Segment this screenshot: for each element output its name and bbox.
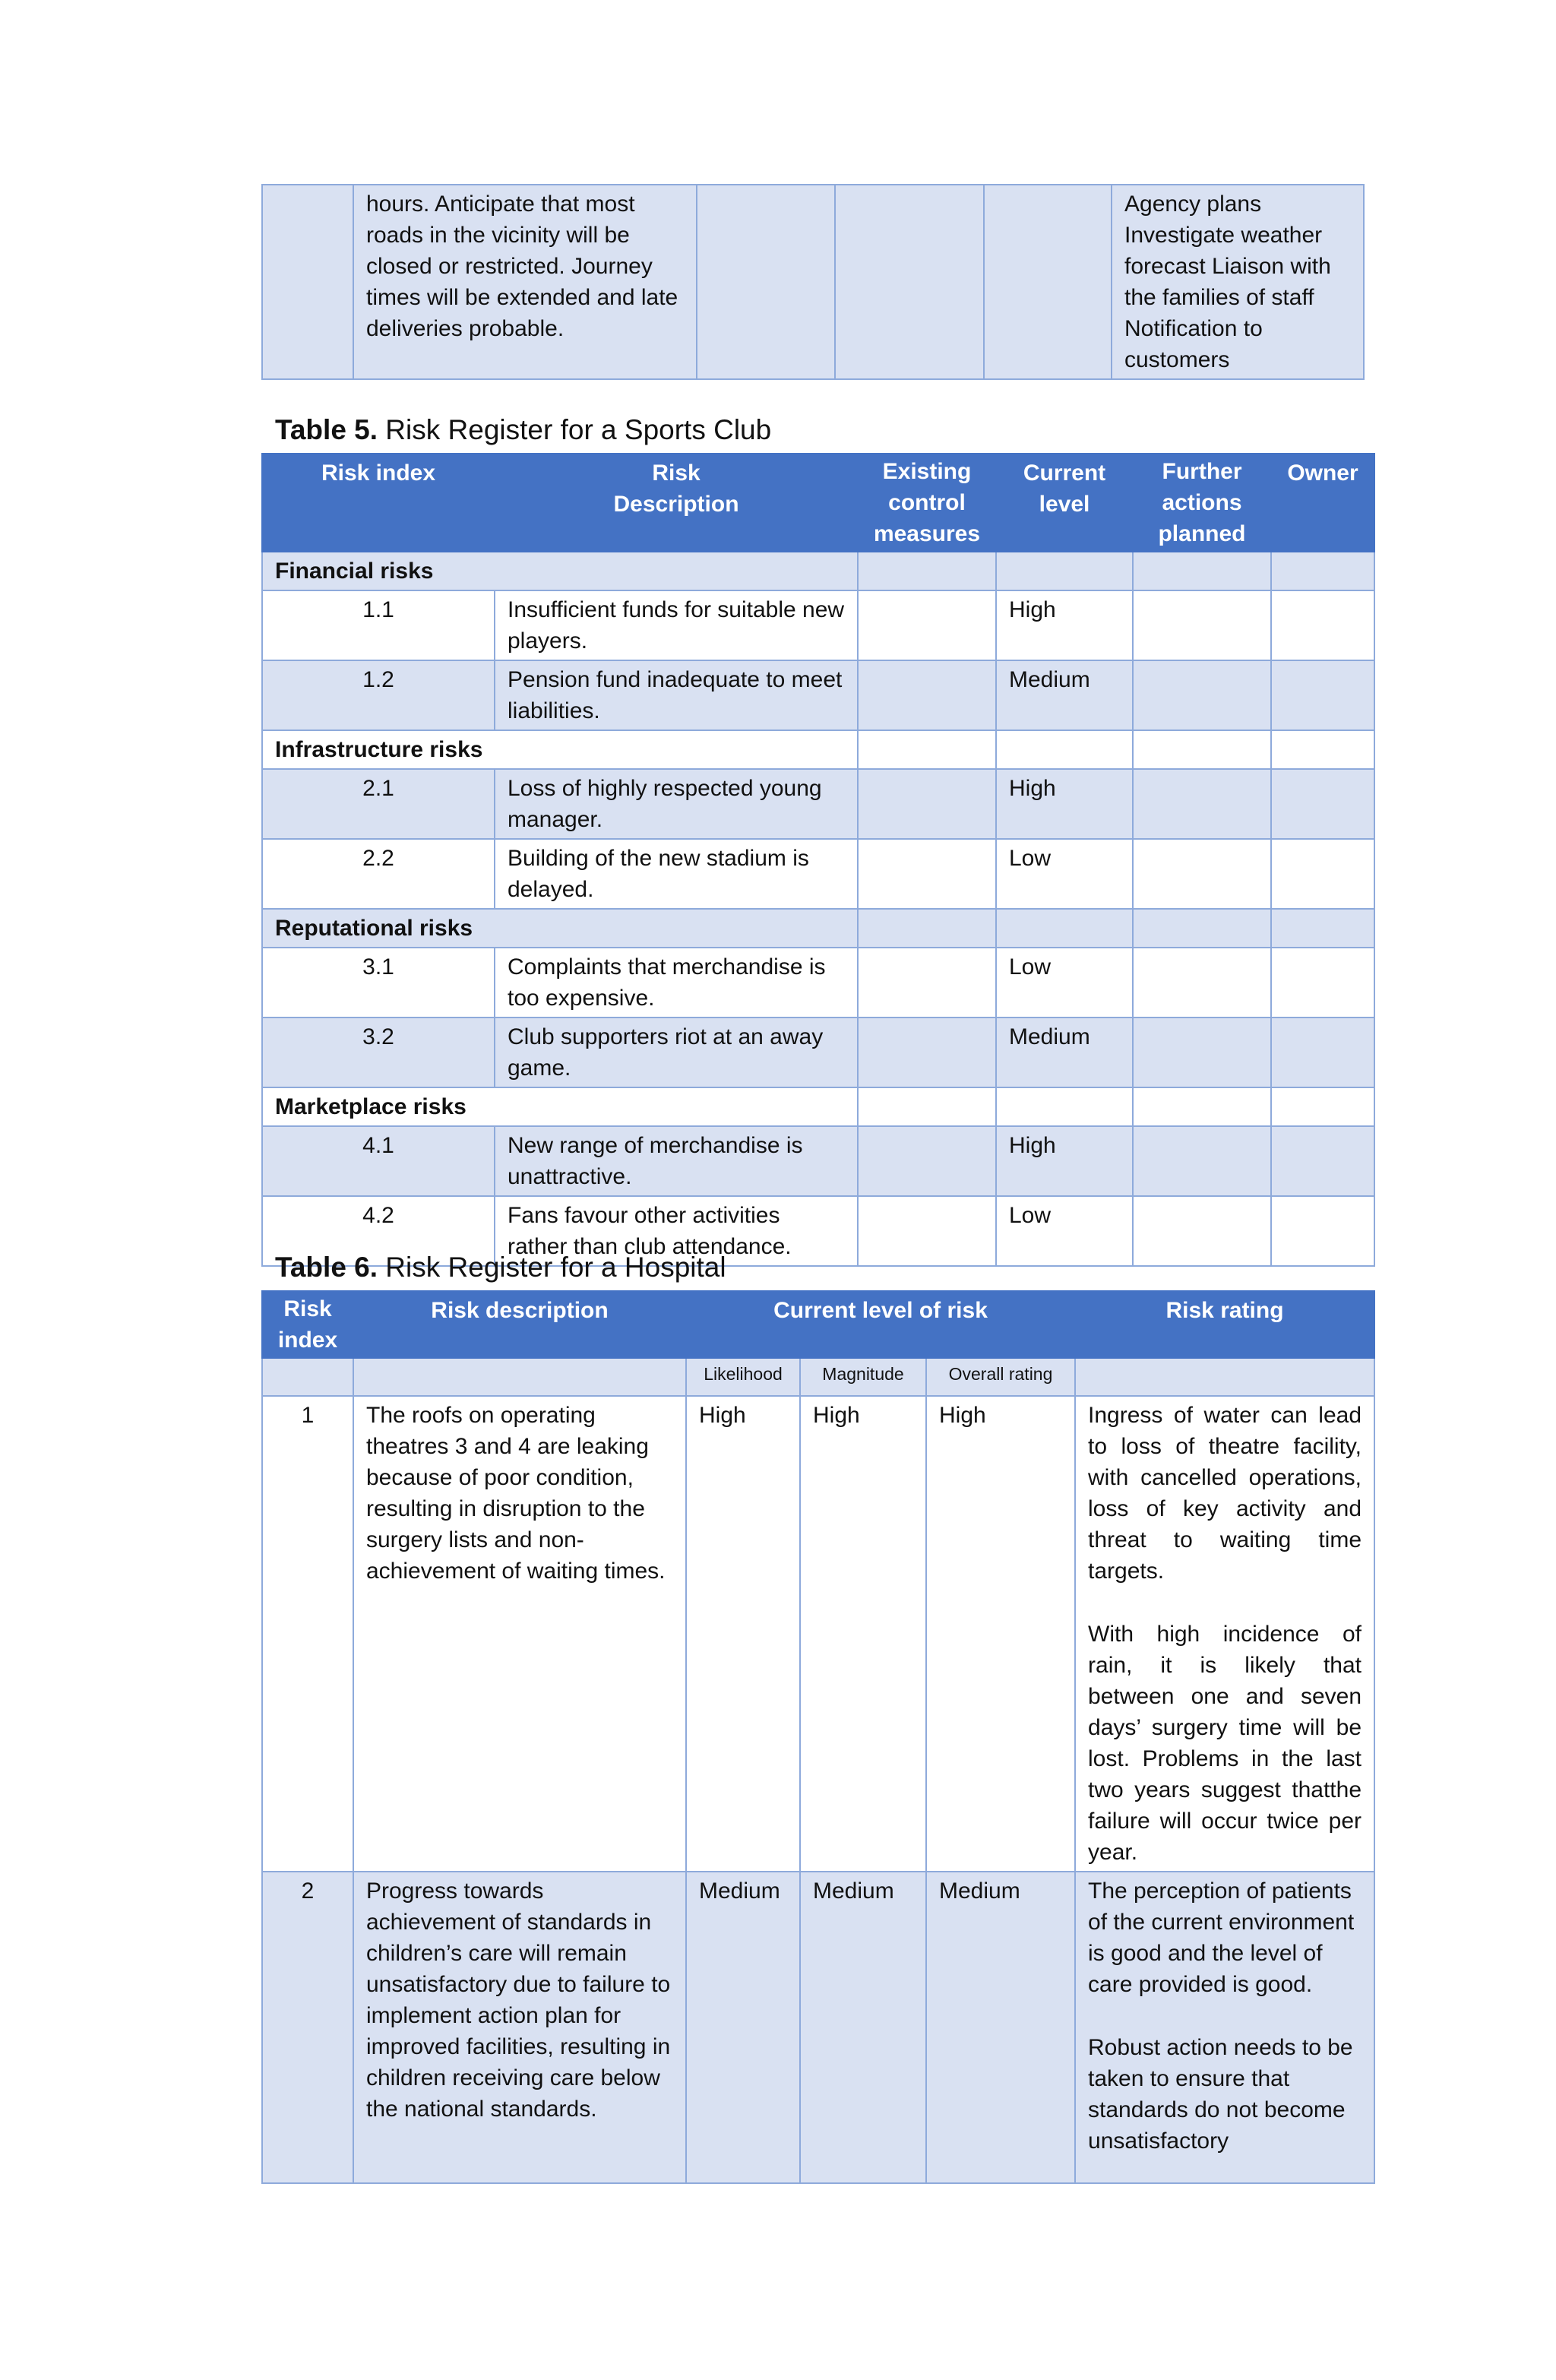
t5-owner bbox=[1271, 590, 1374, 660]
t6-header-risk-rating: Risk rating bbox=[1075, 1291, 1374, 1358]
t5-owner bbox=[1271, 1196, 1374, 1266]
t5-risk-index: 1.1 bbox=[262, 590, 495, 660]
table-row bbox=[262, 660, 1374, 730]
t5-empty-cell bbox=[1271, 552, 1374, 590]
continuation-cell-4 bbox=[835, 185, 984, 379]
t5-risk-description: Loss of highly respected young manager. bbox=[495, 769, 858, 839]
t5-existing-controls bbox=[858, 769, 996, 839]
table-row bbox=[262, 1872, 1374, 2183]
t5-current-level: Medium bbox=[996, 660, 1133, 730]
t5-group-marketplace: Marketplace risks bbox=[262, 1087, 858, 1126]
t5-current-level: Low bbox=[996, 1196, 1133, 1266]
table5-caption-text: Risk Register for a Sports Club bbox=[378, 414, 772, 445]
t5-existing-controls bbox=[858, 839, 996, 909]
t5-empty-cell bbox=[1133, 552, 1271, 590]
t5-risk-description: New range of merchandise is unattractive. bbox=[495, 1126, 858, 1196]
t5-current-level: Medium bbox=[996, 1018, 1133, 1087]
t5-group-reputational: Reputational risks bbox=[262, 909, 858, 948]
t5-owner bbox=[1271, 1126, 1374, 1196]
t5-risk-index: 3.2 bbox=[262, 1018, 495, 1087]
t5-header-owner: Owner bbox=[1271, 454, 1374, 552]
t5-further-actions bbox=[1133, 590, 1271, 660]
t5-empty-cell bbox=[996, 1087, 1133, 1126]
t6-rating-paragraph: Ingress of water can lead to loss of theatre facility, with cancelled operations, loss of key activity and threat to waiting time targets. bbox=[1088, 1403, 1362, 1584]
continuation-table bbox=[261, 184, 1365, 380]
t5-empty-cell bbox=[858, 1087, 996, 1126]
t6-risk-index: 1 bbox=[262, 1396, 353, 1872]
t5-existing-controls bbox=[858, 1196, 996, 1266]
table-row bbox=[262, 839, 1374, 909]
continuation-cell-1 bbox=[262, 185, 353, 379]
t6-sub-empty bbox=[1075, 1358, 1374, 1396]
table-row bbox=[262, 590, 1374, 660]
t5-empty-cell bbox=[858, 552, 996, 590]
t5-empty-cell bbox=[858, 909, 996, 948]
t6-risk-rating bbox=[1075, 1396, 1374, 1872]
t5-risk-index: 2.2 bbox=[262, 839, 495, 909]
t5-risk-index: 1.2 bbox=[262, 660, 495, 730]
t5-group-infrastructure: Infrastructure risks bbox=[262, 730, 858, 769]
t6-risk-description: The roofs on operating theatres 3 and 4 are leaking because of poor condition, resulting in disruption to the surgery lists and non-achievement of waiting times. bbox=[353, 1396, 686, 1872]
continuation-cell-2: hours. Anticipate that most roads in the vicinity will be closed or restricted. Journey times will be extended and late deliveries probable. bbox=[353, 185, 697, 379]
table-row bbox=[262, 1018, 1374, 1087]
t5-risk-index: 3.1 bbox=[262, 948, 495, 1018]
t6-overall-rating: Medium bbox=[926, 1872, 1075, 2183]
t5-existing-controls bbox=[858, 1018, 996, 1087]
t6-magnitude: Medium bbox=[800, 1872, 926, 2183]
t5-existing-controls bbox=[858, 948, 996, 1018]
t5-owner bbox=[1271, 660, 1374, 730]
t5-further-actions bbox=[1133, 1126, 1271, 1196]
t6-sub-empty bbox=[262, 1358, 353, 1396]
t6-subheader-overall-rating: Overall rating bbox=[926, 1358, 1075, 1396]
t5-empty-cell bbox=[996, 909, 1133, 948]
table6-caption-label: Table 6. bbox=[275, 1252, 378, 1283]
t5-risk-description: Pension fund inadequate to meet liabilities. bbox=[495, 660, 858, 730]
continuation-cell-3 bbox=[697, 185, 835, 379]
t5-header-risk-description: Risk Description bbox=[495, 454, 858, 552]
t5-empty-cell bbox=[1133, 1087, 1271, 1126]
t6-risk-description: Progress towards achievement of standards in children’s care will remain unsatisfactory due to failure to implement action plan for improved facilities, resulting in children receiving care below the national standards. bbox=[353, 1872, 686, 2183]
t5-existing-controls bbox=[858, 660, 996, 730]
t5-risk-description: Building of the new stadium is delayed. bbox=[495, 839, 858, 909]
table-row bbox=[262, 1126, 1374, 1196]
table6-hospital bbox=[261, 1290, 1375, 2184]
continuation-cell-5 bbox=[984, 185, 1112, 379]
t5-empty-cell bbox=[1133, 909, 1271, 948]
table-row bbox=[262, 769, 1374, 839]
t6-sub-empty bbox=[353, 1358, 686, 1396]
t5-current-level: High bbox=[996, 1126, 1133, 1196]
t5-further-actions bbox=[1133, 660, 1271, 730]
t5-header-further-actions: Further actions planned bbox=[1133, 454, 1271, 552]
t5-group-financial: Financial risks bbox=[262, 552, 858, 590]
t5-current-level: High bbox=[996, 769, 1133, 839]
t5-empty-cell bbox=[996, 730, 1133, 769]
t5-further-actions bbox=[1133, 1196, 1271, 1266]
t5-existing-controls bbox=[858, 590, 996, 660]
table-row bbox=[262, 948, 1374, 1018]
t5-header-risk-index: Risk index bbox=[262, 454, 495, 552]
t5-risk-description: Fans favour other activities rather than club attendance. bbox=[495, 1196, 858, 1266]
t5-current-level: Low bbox=[996, 839, 1133, 909]
t5-further-actions bbox=[1133, 1018, 1271, 1087]
t6-rating-paragraph: The perception of patients of the current environment is good and the level of care provided is good. bbox=[1088, 1878, 1355, 1997]
t6-risk-rating bbox=[1075, 1872, 1374, 2183]
t5-risk-index: 4.2 bbox=[262, 1196, 495, 1266]
t5-risk-index: 2.1 bbox=[262, 769, 495, 839]
t5-further-actions bbox=[1133, 948, 1271, 1018]
t5-current-level: High bbox=[996, 590, 1133, 660]
t5-risk-description: Insufficient funds for suitable new players. bbox=[495, 590, 858, 660]
t5-empty-cell bbox=[1271, 730, 1374, 769]
t6-likelihood: High bbox=[686, 1396, 800, 1872]
table5-sports-club bbox=[261, 453, 1375, 1267]
table5-caption-label: Table 5. bbox=[275, 414, 378, 445]
t5-header-existing-controls: Existing control measures bbox=[858, 454, 996, 552]
table-row bbox=[262, 1396, 1374, 1872]
t5-further-actions bbox=[1133, 839, 1271, 909]
t6-likelihood: Medium bbox=[686, 1872, 800, 2183]
t6-subheader-likelihood: Likelihood bbox=[686, 1358, 800, 1396]
t5-further-actions bbox=[1133, 769, 1271, 839]
t5-risk-description: Club supporters riot at an away game. bbox=[495, 1018, 858, 1087]
t5-existing-controls bbox=[858, 1126, 996, 1196]
continuation-cell-6: Agency plans Investigate weather forecast Liaison with the families of staff Notification to customers bbox=[1112, 185, 1364, 379]
t5-header-current-level: Current level bbox=[996, 454, 1133, 552]
table6-caption-text: Risk Register for a Hospital bbox=[378, 1252, 726, 1283]
t6-magnitude: High bbox=[800, 1396, 926, 1872]
t5-empty-cell bbox=[1271, 909, 1374, 948]
t5-empty-cell bbox=[996, 552, 1133, 590]
table6-caption bbox=[275, 1251, 726, 1284]
t5-risk-description: Complaints that merchandise is too expensive. bbox=[495, 948, 858, 1018]
t5-empty-cell bbox=[858, 730, 996, 769]
t6-header-risk-description: Risk description bbox=[353, 1291, 686, 1358]
t5-risk-index: 4.1 bbox=[262, 1126, 495, 1196]
t6-rating-paragraph: Robust action needs to be taken to ensure that standards do not become unsatisfactory bbox=[1088, 2035, 1353, 2154]
t5-owner bbox=[1271, 1018, 1374, 1087]
t5-owner bbox=[1271, 769, 1374, 839]
t5-current-level: Low bbox=[996, 948, 1133, 1018]
t5-owner bbox=[1271, 948, 1374, 1018]
t6-rating-paragraph: With high incidence of rain, it is likely that between one and seven days’ surgery time will be lost. Problems in the last two years suggest thatthe failure will occur twice per year. bbox=[1088, 1622, 1362, 1865]
t6-risk-index: 2 bbox=[262, 1872, 353, 2183]
table5-caption bbox=[275, 413, 771, 447]
t5-empty-cell bbox=[1271, 1087, 1374, 1126]
t5-owner bbox=[1271, 839, 1374, 909]
t6-header-current-level: Current level of risk bbox=[686, 1291, 1075, 1358]
t6-overall-rating: High bbox=[926, 1396, 1075, 1872]
t6-header-risk-index: Risk index bbox=[262, 1291, 353, 1358]
t6-subheader-magnitude: Magnitude bbox=[800, 1358, 926, 1396]
t5-empty-cell bbox=[1133, 730, 1271, 769]
